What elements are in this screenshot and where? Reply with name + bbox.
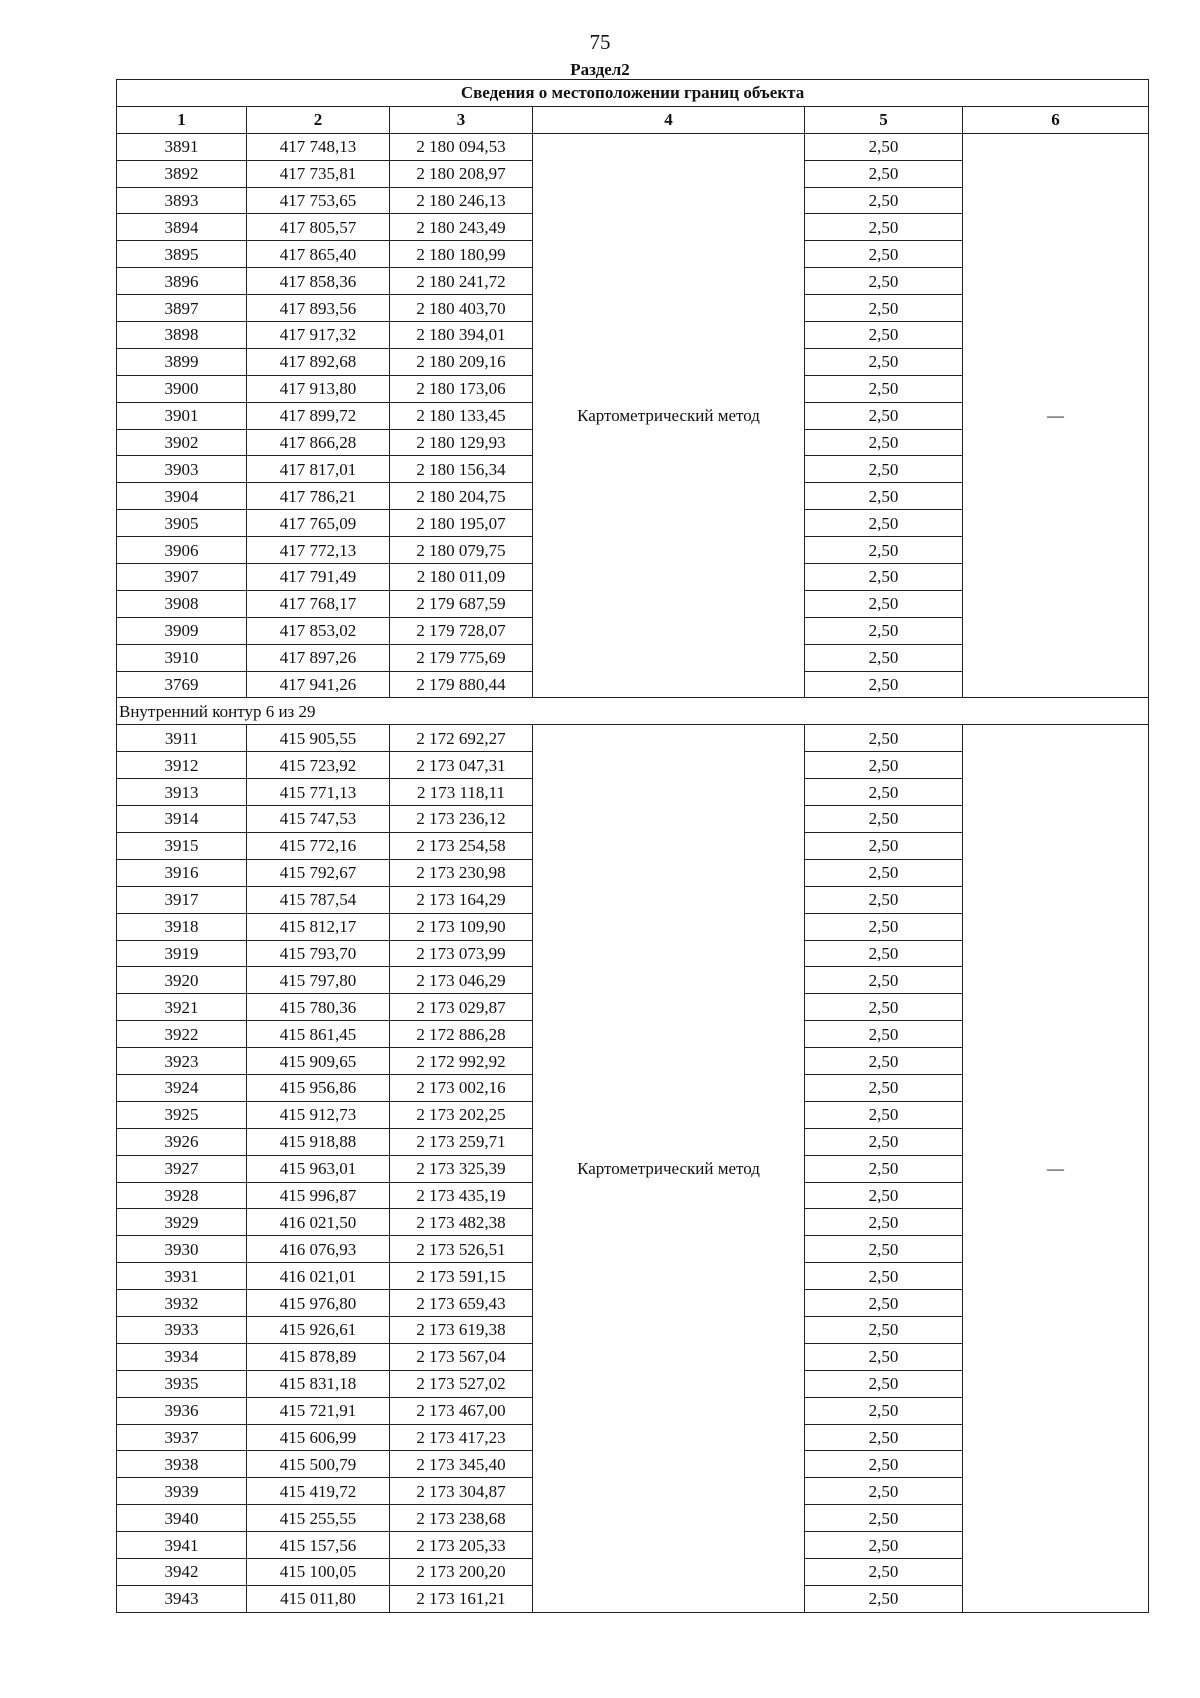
point-number-cell: 3926 [117,1128,247,1155]
point-number-cell: 3923 [117,1048,247,1075]
y-coordinate-cell: 2 173 236,12 [390,806,533,833]
x-coordinate-cell: 415 157,56 [247,1532,390,1559]
point-number-cell: 3914 [117,806,247,833]
point-number-cell: 3921 [117,994,247,1021]
x-coordinate-cell: 415 721,91 [247,1397,390,1424]
point-number-cell: 3912 [117,752,247,779]
y-coordinate-cell: 2 173 619,38 [390,1316,533,1343]
accuracy-cell: 2,50 [805,348,963,375]
x-coordinate-cell: 417 817,01 [247,456,390,483]
y-coordinate-cell: 2 173 659,43 [390,1290,533,1317]
y-coordinate-cell: 2 180 204,75 [390,483,533,510]
accuracy-cell: 2,50 [805,1128,963,1155]
point-number-cell: 3917 [117,886,247,913]
y-coordinate-cell: 2 173 047,31 [390,752,533,779]
accuracy-cell: 2,50 [805,644,963,671]
y-coordinate-cell: 2 180 208,97 [390,160,533,187]
y-coordinate-cell: 2 173 467,00 [390,1397,533,1424]
point-number-cell: 3769 [117,671,247,698]
y-coordinate-cell: 2 173 259,71 [390,1128,533,1155]
x-coordinate-cell: 415 793,70 [247,940,390,967]
x-coordinate-cell: 417 786,21 [247,483,390,510]
accuracy-cell: 2,50 [805,779,963,806]
x-coordinate-cell: 415 780,36 [247,994,390,1021]
y-coordinate-cell: 2 173 591,15 [390,1263,533,1290]
table-caption: Сведения о местоположении границ объекта [117,80,1149,107]
point-number-cell: 3893 [117,187,247,214]
x-coordinate-cell: 415 956,86 [247,1074,390,1101]
accuracy-cell: 2,50 [805,1505,963,1532]
x-coordinate-cell: 417 748,13 [247,133,390,160]
x-coordinate-cell: 417 765,09 [247,510,390,537]
x-coordinate-cell: 415 419,72 [247,1478,390,1505]
x-coordinate-cell: 415 772,16 [247,832,390,859]
point-number-cell: 3924 [117,1074,247,1101]
point-number-cell: 3901 [117,402,247,429]
accuracy-cell: 2,50 [805,1343,963,1370]
x-coordinate-cell: 417 917,32 [247,322,390,349]
accuracy-cell: 2,50 [805,617,963,644]
accuracy-cell: 2,50 [805,994,963,1021]
point-number-cell: 3943 [117,1585,247,1612]
x-coordinate-cell: 415 500,79 [247,1451,390,1478]
accuracy-cell: 2,50 [805,1236,963,1263]
point-number-cell: 3927 [117,1155,247,1182]
column-header: 1 [117,106,247,133]
y-coordinate-cell: 2 173 205,33 [390,1532,533,1559]
y-coordinate-cell: 2 173 435,19 [390,1182,533,1209]
x-coordinate-cell: 415 011,80 [247,1585,390,1612]
x-coordinate-cell: 417 865,40 [247,241,390,268]
y-coordinate-cell: 2 180 209,16 [390,348,533,375]
y-coordinate-cell: 2 173 202,25 [390,1101,533,1128]
point-number-cell: 3918 [117,913,247,940]
y-coordinate-cell: 2 180 195,07 [390,510,533,537]
point-number-cell: 3936 [117,1397,247,1424]
y-coordinate-cell: 2 173 118,11 [390,779,533,806]
point-number-cell: 3934 [117,1343,247,1370]
y-coordinate-cell: 2 180 133,45 [390,402,533,429]
method-cell: Картометрический метод [533,725,805,1612]
point-number-cell: 3938 [117,1451,247,1478]
contour-label: Внутренний контур 6 из 29 [117,698,1149,725]
y-coordinate-cell: 2 173 238,68 [390,1505,533,1532]
accuracy-cell: 2,50 [805,375,963,402]
y-coordinate-cell: 2 180 173,06 [390,375,533,402]
x-coordinate-cell: 417 753,65 [247,187,390,214]
y-coordinate-cell: 2 180 180,99 [390,241,533,268]
point-number-cell: 3911 [117,725,247,752]
y-coordinate-cell: 2 173 417,23 [390,1424,533,1451]
x-coordinate-cell: 417 805,57 [247,214,390,241]
y-coordinate-cell: 2 180 394,01 [390,322,533,349]
y-coordinate-cell: 2 180 011,09 [390,564,533,591]
x-coordinate-cell: 416 021,50 [247,1209,390,1236]
y-coordinate-cell: 2 173 254,58 [390,832,533,859]
column-header: 5 [805,106,963,133]
accuracy-cell: 2,50 [805,940,963,967]
accuracy-cell: 2,50 [805,133,963,160]
x-coordinate-cell: 417 941,26 [247,671,390,698]
section-title: Раздел2 [570,60,630,79]
x-coordinate-cell: 417 897,26 [247,644,390,671]
x-coordinate-cell: 415 878,89 [247,1343,390,1370]
point-number-cell: 3904 [117,483,247,510]
x-coordinate-cell: 415 909,65 [247,1048,390,1075]
accuracy-cell: 2,50 [805,214,963,241]
point-number-cell: 3891 [117,133,247,160]
y-coordinate-cell: 2 173 304,87 [390,1478,533,1505]
point-number-cell: 3928 [117,1182,247,1209]
y-coordinate-cell: 2 173 527,02 [390,1370,533,1397]
x-coordinate-cell: 415 812,17 [247,913,390,940]
x-coordinate-cell: 415 797,80 [247,967,390,994]
column-header: 3 [390,106,533,133]
accuracy-cell: 2,50 [805,429,963,456]
accuracy-cell: 2,50 [805,1451,963,1478]
x-coordinate-cell: 415 905,55 [247,725,390,752]
y-coordinate-cell: 2 180 129,93 [390,429,533,456]
accuracy-cell: 2,50 [805,564,963,591]
page-number: 75 [589,30,611,54]
x-coordinate-cell: 415 976,80 [247,1290,390,1317]
x-coordinate-cell: 417 791,49 [247,564,390,591]
y-coordinate-cell: 2 180 243,49 [390,214,533,241]
y-coordinate-cell: 2 172 992,92 [390,1048,533,1075]
table-row [117,725,1149,752]
x-coordinate-cell: 417 913,80 [247,375,390,402]
point-number-cell: 3929 [117,1209,247,1236]
x-coordinate-cell: 417 892,68 [247,348,390,375]
y-coordinate-cell: 2 173 161,21 [390,1585,533,1612]
x-coordinate-cell: 415 792,67 [247,859,390,886]
x-coordinate-cell: 415 255,55 [247,1505,390,1532]
point-number-cell: 3932 [117,1290,247,1317]
y-coordinate-cell: 2 179 687,59 [390,590,533,617]
x-coordinate-cell: 415 912,73 [247,1101,390,1128]
table-body [117,133,1149,1612]
accuracy-cell: 2,50 [805,1585,963,1612]
x-coordinate-cell: 416 076,93 [247,1236,390,1263]
x-coordinate-cell: 415 926,61 [247,1316,390,1343]
y-coordinate-cell: 2 173 526,51 [390,1236,533,1263]
accuracy-cell: 2,50 [805,886,963,913]
accuracy-cell: 2,50 [805,806,963,833]
y-coordinate-cell: 2 179 880,44 [390,671,533,698]
point-number-cell: 3898 [117,322,247,349]
accuracy-cell: 2,50 [805,402,963,429]
point-number-cell: 3900 [117,375,247,402]
accuracy-cell: 2,50 [805,1182,963,1209]
x-coordinate-cell: 417 735,81 [247,160,390,187]
point-number-cell: 3892 [117,160,247,187]
x-coordinate-cell: 415 963,01 [247,1155,390,1182]
y-coordinate-cell: 2 172 886,28 [390,1021,533,1048]
column-header-row [117,106,1149,133]
x-coordinate-cell: 415 918,88 [247,1128,390,1155]
accuracy-cell: 2,50 [805,1155,963,1182]
accuracy-cell: 2,50 [805,832,963,859]
y-coordinate-cell: 2 173 567,04 [390,1343,533,1370]
x-coordinate-cell: 415 771,13 [247,779,390,806]
y-coordinate-cell: 2 180 241,72 [390,268,533,295]
point-number-cell: 3942 [117,1558,247,1585]
accuracy-cell: 2,50 [805,187,963,214]
point-number-cell: 3937 [117,1424,247,1451]
point-number-cell: 3922 [117,1021,247,1048]
y-coordinate-cell: 2 180 403,70 [390,295,533,322]
x-coordinate-cell: 415 100,05 [247,1558,390,1585]
point-number-cell: 3906 [117,537,247,564]
accuracy-cell: 2,50 [805,1424,963,1451]
accuracy-cell: 2,50 [805,322,963,349]
y-coordinate-cell: 2 173 164,29 [390,886,533,913]
y-coordinate-cell: 2 173 046,29 [390,967,533,994]
point-number-cell: 3935 [117,1370,247,1397]
accuracy-cell: 2,50 [805,1316,963,1343]
point-number-cell: 3896 [117,268,247,295]
accuracy-cell: 2,50 [805,1558,963,1585]
accuracy-cell: 2,50 [805,1074,963,1101]
x-coordinate-cell: 415 723,92 [247,752,390,779]
accuracy-cell: 2,50 [805,671,963,698]
x-coordinate-cell: 415 861,45 [247,1021,390,1048]
x-coordinate-cell: 417 768,17 [247,590,390,617]
accuracy-cell: 2,50 [805,859,963,886]
accuracy-cell: 2,50 [805,1370,963,1397]
point-number-cell: 3916 [117,859,247,886]
accuracy-cell: 2,50 [805,1048,963,1075]
y-coordinate-cell: 2 179 728,07 [390,617,533,644]
accuracy-cell: 2,50 [805,1101,963,1128]
point-number-cell: 3905 [117,510,247,537]
accuracy-cell: 2,50 [805,241,963,268]
y-coordinate-cell: 2 173 325,39 [390,1155,533,1182]
x-coordinate-cell: 417 772,13 [247,537,390,564]
y-coordinate-cell: 2 173 073,99 [390,940,533,967]
point-number-cell: 3907 [117,564,247,591]
y-coordinate-cell: 2 173 029,87 [390,994,533,1021]
point-number-cell: 3915 [117,832,247,859]
point-number-cell: 3940 [117,1505,247,1532]
accuracy-cell: 2,50 [805,483,963,510]
point-number-cell: 3933 [117,1316,247,1343]
point-number-cell: 3925 [117,1101,247,1128]
column-header: 2 [247,106,390,133]
point-number-cell: 3909 [117,617,247,644]
y-coordinate-cell: 2 173 230,98 [390,859,533,886]
point-number-cell: 3913 [117,779,247,806]
y-coordinate-cell: 2 179 775,69 [390,644,533,671]
accuracy-cell: 2,50 [805,1290,963,1317]
x-coordinate-cell: 415 747,53 [247,806,390,833]
accuracy-cell: 2,50 [805,1397,963,1424]
dash-cell: — [963,725,1149,1612]
point-number-cell: 3930 [117,1236,247,1263]
x-coordinate-cell: 417 866,28 [247,429,390,456]
column-header: 6 [963,106,1149,133]
x-coordinate-cell: 417 853,02 [247,617,390,644]
y-coordinate-cell: 2 173 482,38 [390,1209,533,1236]
accuracy-cell: 2,50 [805,456,963,483]
point-number-cell: 3941 [117,1532,247,1559]
column-header: 4 [533,106,805,133]
point-number-cell: 3931 [117,1263,247,1290]
point-number-cell: 3903 [117,456,247,483]
accuracy-cell: 2,50 [805,590,963,617]
point-number-cell: 3908 [117,590,247,617]
point-number-cell: 3897 [117,295,247,322]
y-coordinate-cell: 2 180 246,13 [390,187,533,214]
point-number-cell: 3902 [117,429,247,456]
x-coordinate-cell: 416 021,01 [247,1263,390,1290]
y-coordinate-cell: 2 180 079,75 [390,537,533,564]
y-coordinate-cell: 2 173 345,40 [390,1451,533,1478]
y-coordinate-cell: 2 173 002,16 [390,1074,533,1101]
x-coordinate-cell: 415 787,54 [247,886,390,913]
accuracy-cell: 2,50 [805,295,963,322]
x-coordinate-cell: 415 831,18 [247,1370,390,1397]
point-number-cell: 3939 [117,1478,247,1505]
accuracy-cell: 2,50 [805,510,963,537]
x-coordinate-cell: 415 606,99 [247,1424,390,1451]
accuracy-cell: 2,50 [805,967,963,994]
accuracy-cell: 2,50 [805,268,963,295]
accuracy-cell: 2,50 [805,913,963,940]
method-cell: Картометрический метод [533,133,805,698]
y-coordinate-cell: 2 173 109,90 [390,913,533,940]
dash-cell: — [963,133,1149,698]
coordinates-table [116,79,1149,1613]
point-number-cell: 3920 [117,967,247,994]
y-coordinate-cell: 2 180 156,34 [390,456,533,483]
accuracy-cell: 2,50 [805,1532,963,1559]
point-number-cell: 3919 [117,940,247,967]
accuracy-cell: 2,50 [805,752,963,779]
point-number-cell: 3895 [117,241,247,268]
accuracy-cell: 2,50 [805,1209,963,1236]
contour-row [117,698,1149,725]
x-coordinate-cell: 417 893,56 [247,295,390,322]
accuracy-cell: 2,50 [805,1263,963,1290]
accuracy-cell: 2,50 [805,537,963,564]
y-coordinate-cell: 2 180 094,53 [390,133,533,160]
accuracy-cell: 2,50 [805,725,963,752]
x-coordinate-cell: 417 858,36 [247,268,390,295]
accuracy-cell: 2,50 [805,1478,963,1505]
table-row [117,133,1149,160]
y-coordinate-cell: 2 173 200,20 [390,1558,533,1585]
x-coordinate-cell: 415 996,87 [247,1182,390,1209]
point-number-cell: 3910 [117,644,247,671]
point-number-cell: 3894 [117,214,247,241]
x-coordinate-cell: 417 899,72 [247,402,390,429]
accuracy-cell: 2,50 [805,1021,963,1048]
y-coordinate-cell: 2 172 692,27 [390,725,533,752]
accuracy-cell: 2,50 [805,160,963,187]
point-number-cell: 3899 [117,348,247,375]
